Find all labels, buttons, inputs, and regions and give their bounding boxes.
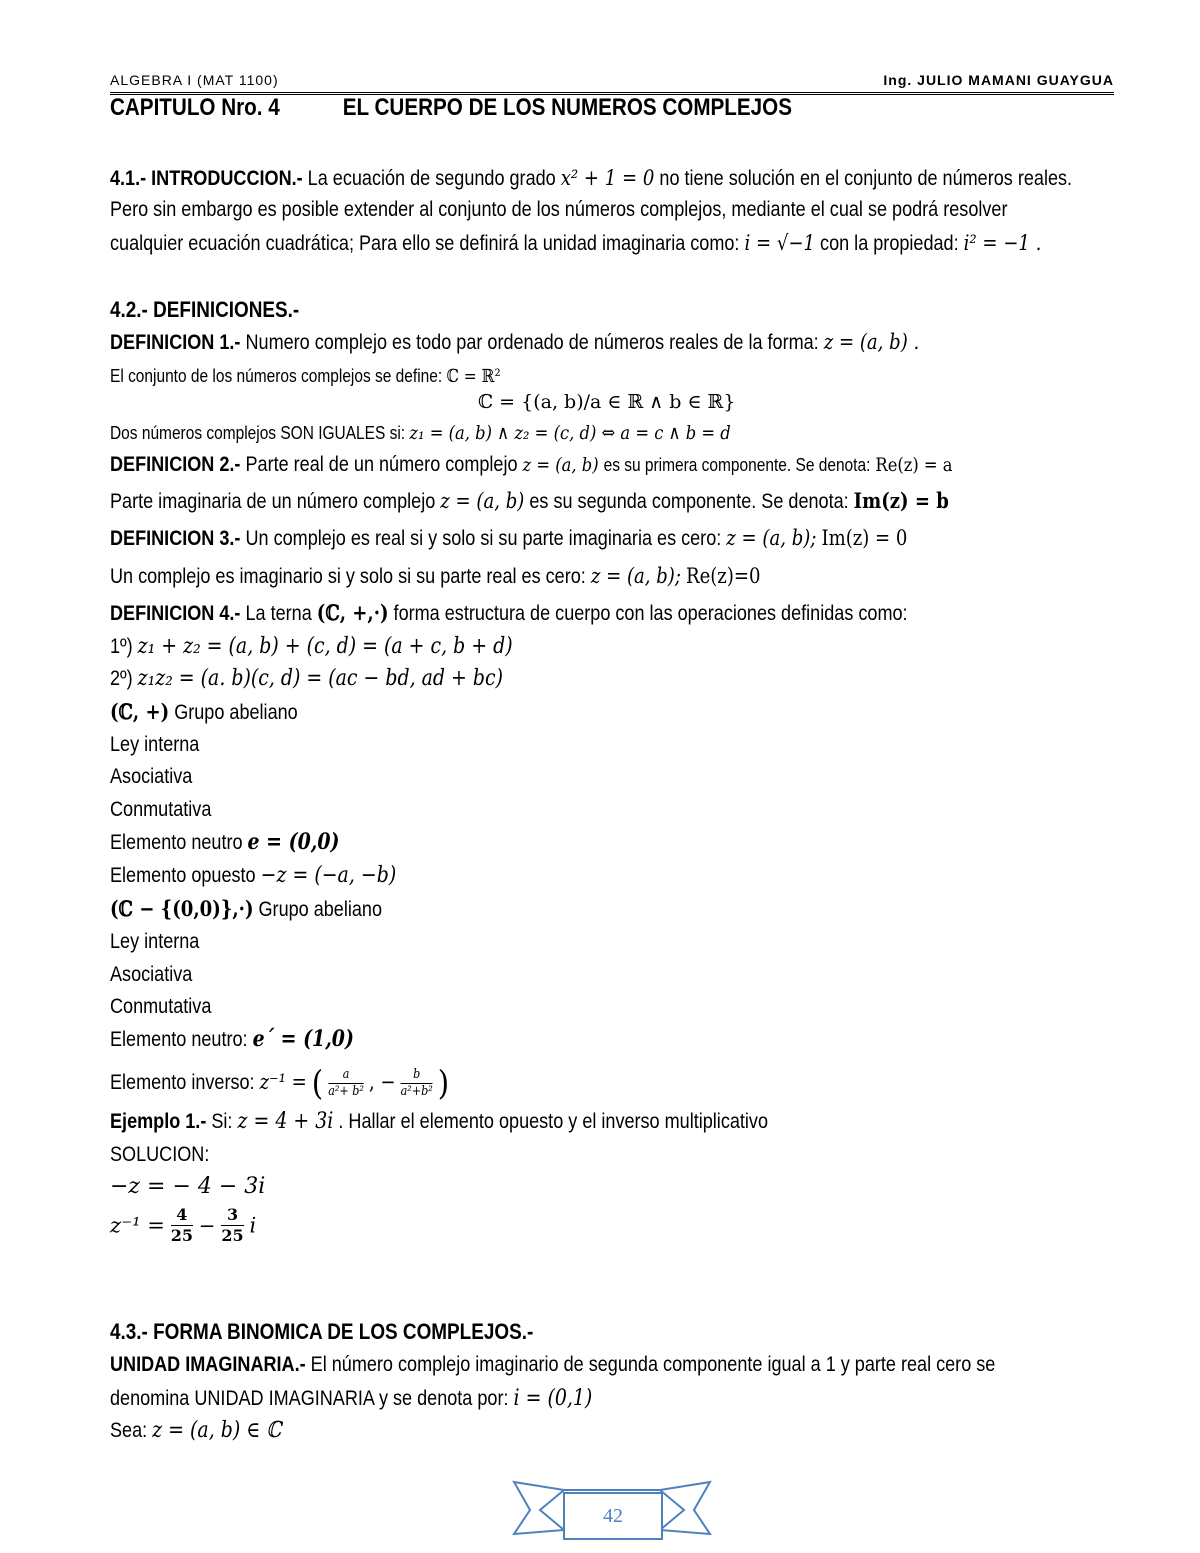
chapter-title: EL CUERPO DE LOS NUMEROS COMPLEJOS xyxy=(342,94,792,121)
definition-3b xyxy=(110,562,760,591)
definition-3 xyxy=(110,524,907,553)
fraction-denominator: 25 xyxy=(221,1225,244,1245)
solution-opposite: −z = − 4 − 3i xyxy=(110,1174,266,1199)
group-eq: (ℂ, +) xyxy=(110,699,170,724)
def-text: Un complejo es real si y solo si su parte imaginaria es cero: xyxy=(245,527,722,550)
set-eq: ℂ = ℝ² xyxy=(446,366,501,387)
def-text: Numero complejo es todo par ordenado de números reales de la forma: xyxy=(245,331,819,354)
inverse-fraction-1 xyxy=(171,1205,193,1246)
definition-1 xyxy=(110,328,919,357)
definition-2b xyxy=(110,487,949,516)
example-text: Si: xyxy=(211,1110,233,1133)
intro-line-1 xyxy=(110,164,1072,193)
course-title: ALGEBRA I (MAT 1100) xyxy=(110,72,279,88)
definition-2 xyxy=(110,451,953,479)
example-eq: z = 4 + 3i xyxy=(237,1109,334,1134)
op-eq: z₁ + z₂ = (a, b) + (c, d) = (a + c, b + d) xyxy=(137,634,513,659)
solution-inverse xyxy=(110,1200,256,1250)
opposite-element xyxy=(110,862,396,890)
inverse-fraction-2 xyxy=(401,1067,433,1100)
def-eq: z = (a, b) . xyxy=(823,330,920,354)
sea-text: Sea: xyxy=(110,1419,148,1442)
group-multiplicative xyxy=(110,895,382,924)
imaginary-i: i xyxy=(249,1213,257,1238)
fraction-denominator: 25 xyxy=(170,1225,193,1245)
def-text: forma estructura de cuerpo con las operaciones definidas como: xyxy=(393,602,908,625)
def-eq: Re(z)=0 xyxy=(685,564,761,588)
def-eq: Re(z) = a xyxy=(875,454,953,476)
def-text: El número complejo imaginario de segunda componente igual a 1 y parte real cero se xyxy=(310,1353,996,1376)
def-text: denomina UNIDAD IMAGINARIA y se denota por: xyxy=(110,1387,509,1410)
solution-label: SOLUCION: xyxy=(110,1143,210,1166)
intro-text: La ecuación de segundo grado xyxy=(307,167,556,190)
equality-eq: z₁ = (a, b) ∧ z₂ = (c, d) ⇔ a = c ∧ b = d xyxy=(409,422,731,444)
intro-equation: x² + 1 = 0 xyxy=(560,166,655,190)
property-item: Ley interna xyxy=(110,733,200,756)
chapter-heading xyxy=(110,94,792,122)
author-name: Ing. JULIO MAMANI GUAYGUA xyxy=(883,72,1114,88)
operation-product xyxy=(110,665,503,693)
property-item: Asociativa xyxy=(110,963,193,986)
neutral-element-mult xyxy=(110,1025,354,1054)
def-text: Parte imaginaria de un número complejo xyxy=(110,490,436,513)
def-eq: z = (a, b) xyxy=(440,489,525,513)
inverse-element xyxy=(110,1062,449,1102)
def-label: DEFINICION 1.- xyxy=(110,331,241,354)
op-label: 1º) xyxy=(110,635,133,658)
group-text: Grupo abeliano xyxy=(174,701,298,724)
group-eq: (ℂ − {(0,0)},·) xyxy=(110,896,254,921)
equality-definition xyxy=(110,419,731,447)
inverse-fraction-2 xyxy=(221,1205,243,1246)
property-eq: i² = −1 . xyxy=(963,231,1042,255)
right-paren: ) xyxy=(437,1063,450,1104)
def-eq: i = (0,1) xyxy=(513,1386,593,1411)
section-heading-4-3: 4.3.- FORMA BINOMICA DE LOS COMPLEJOS.- xyxy=(110,1319,534,1344)
example-text: . Hallar el elemento opuesto y el inverso multiplicativo xyxy=(338,1110,769,1133)
property-item: Conmutativa xyxy=(110,995,212,1018)
inverse-lhs: z⁻¹ = xyxy=(259,1070,307,1094)
inverse-lhs: z⁻¹ = xyxy=(110,1213,165,1238)
def-text: Parte real de un número complejo xyxy=(245,453,518,476)
inverse-fraction-1 xyxy=(328,1067,364,1100)
group-text: Grupo abeliano xyxy=(258,898,383,921)
def-text: Un complejo es imaginario si y solo si su parte real es cero: xyxy=(110,565,586,588)
property-eq: e = (0,0) xyxy=(247,829,340,855)
chapter-label: CAPITULO Nro. 4 xyxy=(110,94,280,121)
section-heading-4-1: 4.1.- INTRODUCCION.- xyxy=(110,167,303,190)
fraction-numerator: 3 xyxy=(221,1205,243,1226)
imaginary-unit-eq: i = √−1 xyxy=(744,231,816,255)
def-eq: z = (a, b); xyxy=(726,526,817,550)
left-paren: ( xyxy=(311,1063,324,1104)
sea-line xyxy=(110,1417,281,1445)
op-label: 2º) xyxy=(110,667,133,690)
imaginary-unit-def xyxy=(110,1351,995,1379)
property-item: Ley interna xyxy=(110,930,200,953)
def-text: La terna xyxy=(245,602,312,625)
def-label: DEFINICION 3.- xyxy=(110,527,241,550)
def-label: UNIDAD IMAGINARIA.- xyxy=(110,1353,306,1376)
def-eq: Im(z) = b xyxy=(853,488,949,513)
page-number: 42 xyxy=(563,1492,663,1540)
page-header xyxy=(110,70,1114,95)
intro-text-2: no tiene solución en el conjunto de números reales. xyxy=(659,167,1073,190)
set-text: El conjunto de los números complejos se define: xyxy=(110,366,443,386)
intro-text-4: con la propiedad: xyxy=(820,232,959,255)
property-eq: −z = (−a, −b) xyxy=(260,863,397,888)
set-formula: ℂ = {(a, b)/a ∈ ℝ ∧ b ∈ ℝ} xyxy=(478,391,736,413)
fraction-numerator: a xyxy=(328,1067,364,1084)
fraction-numerator: b xyxy=(401,1067,433,1084)
fraction-denominator: a²+ b² xyxy=(328,1083,364,1099)
intro-text-3: cualquier ecuación cuadrática; Para ello se definirá la unidad imaginaria como: xyxy=(110,232,740,255)
intro-line-2: Pero sin embargo es posible extender al conjunto de los números complejos, mediante el cual se podrá resolver xyxy=(110,198,1008,221)
section-heading-4-2: 4.2.- DEFINICIONES.- xyxy=(110,297,300,322)
fraction-denominator: a²+b² xyxy=(400,1083,433,1099)
group-additive xyxy=(110,698,298,727)
property-text: Elemento neutro: xyxy=(110,1028,248,1051)
def-label: DEFINICION 4.- xyxy=(110,602,241,625)
property-text: Elemento neutro xyxy=(110,831,243,854)
property-item: Asociativa xyxy=(110,765,193,788)
def-eq: z = (a, b); xyxy=(590,564,681,588)
set-definition xyxy=(110,362,501,391)
property-eq: e´ = (1,0) xyxy=(252,1026,354,1052)
property-text: Elemento inverso: xyxy=(110,1071,255,1094)
minus-sign: − xyxy=(198,1213,216,1238)
def-eq: (ℂ, +,·) xyxy=(316,600,389,625)
definition-4 xyxy=(110,599,908,628)
def-text: es su segunda componente. Se denota: xyxy=(529,490,849,513)
def-text: es su primera componente. Se denota: xyxy=(603,455,871,475)
def-eq: Im(z) = 0 xyxy=(821,526,908,550)
op-eq: z₁z₂ = (a. b)(c, d) = (ac − bd, ad + bc) xyxy=(137,666,503,691)
comma-minus: , − xyxy=(368,1070,396,1094)
equality-text: Dos números complejos SON IGUALES si: xyxy=(110,423,406,443)
operation-sum xyxy=(110,633,513,661)
imaginary-unit-def-2 xyxy=(110,1385,592,1413)
example-1 xyxy=(110,1108,768,1136)
example-label: Ejemplo 1.- xyxy=(110,1110,207,1133)
intro-line-3 xyxy=(110,229,1041,258)
neutral-element xyxy=(110,828,339,857)
property-item: Conmutativa xyxy=(110,798,212,821)
sea-eq: z = (a, b) ∈ ℂ xyxy=(152,1418,282,1443)
property-text: Elemento opuesto xyxy=(110,864,256,887)
fraction-numerator: 4 xyxy=(171,1205,193,1226)
def-eq: z = (a, b) xyxy=(522,454,599,476)
def-label: DEFINICION 2.- xyxy=(110,453,241,476)
